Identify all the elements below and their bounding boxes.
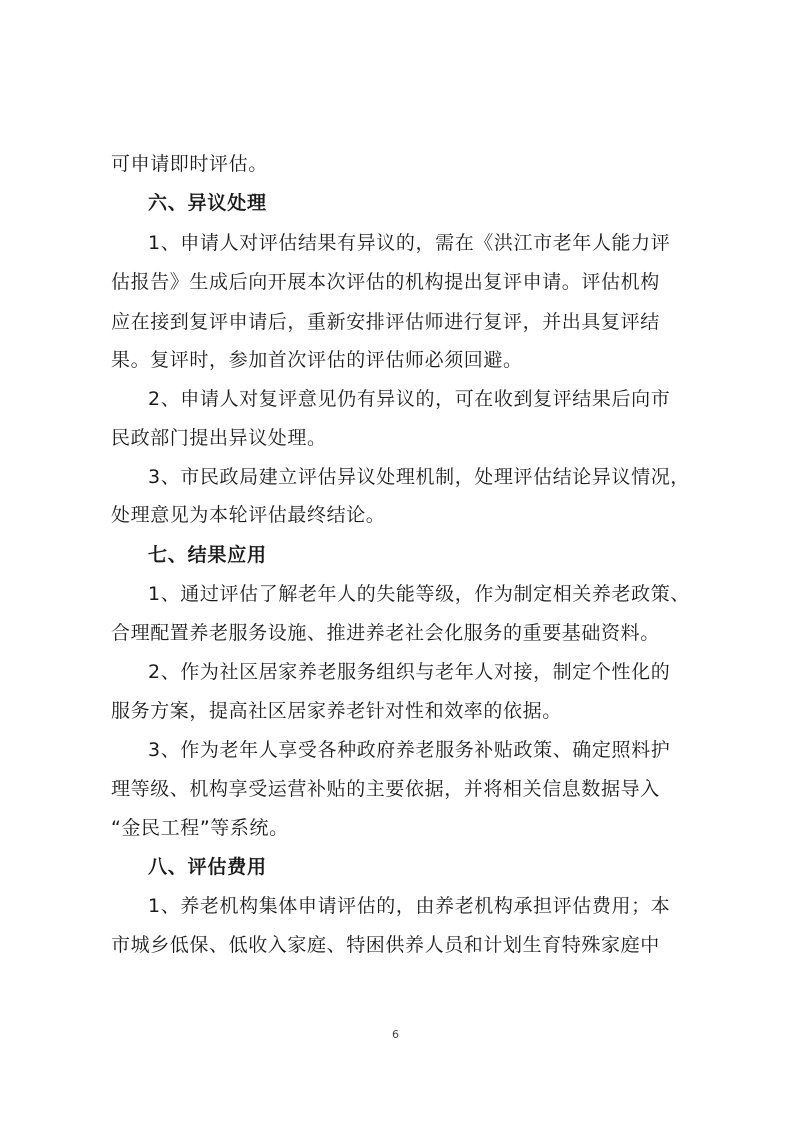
paragraph-line: 可申请即时评估。 bbox=[111, 153, 268, 175]
paragraph-line: 应在接到复评申请后，重新安排评估师进行复评，并出具复评结 bbox=[111, 311, 660, 333]
paragraph-line: 1、养老机构集体申请评估的，由养老机构承担评估费用；本 bbox=[148, 895, 671, 917]
paragraph-line: 1、通过评估了解老年人的失能等级，作为制定相关养老政策、 bbox=[148, 583, 690, 605]
page-number: 6 bbox=[392, 1028, 399, 1041]
paragraph-line: 合理配置养老服务设施、推进养老社会化服务的重要基础资料。 bbox=[111, 622, 660, 644]
section-heading-results: 七、结果应用 bbox=[148, 544, 267, 566]
paragraph-line: 2、申请人对复评意见仍有异议的，可在收到复评结果后向市 bbox=[148, 388, 671, 410]
paragraph-line: 3、市民政局建立评估异议处理机制，处理评估结论异议情况， bbox=[148, 466, 690, 488]
paragraph-line: 民政部门提出异议处理。 bbox=[111, 427, 327, 449]
paragraph-line: 服务方案，提高社区居家养老针对性和效率的依据。 bbox=[111, 700, 562, 722]
paragraph-line: “金民工程”等系统。 bbox=[111, 817, 289, 839]
paragraph-line: 估报告》生成后向开展本次评估的机构提出复评申请。评估机构 bbox=[111, 271, 660, 293]
paragraph-line: 市城乡低保、低收入家庭、特困供养人员和计划生育特殊家庭中 bbox=[111, 934, 660, 956]
paragraph-line: 1、申请人对评估结果有异议的，需在《洪江市老年人能力评 bbox=[148, 232, 671, 254]
section-heading-fees: 八、评估费用 bbox=[148, 856, 267, 878]
paragraph-line: 3、作为老年人享受各种政府养老服务补贴政策、确定照料护 bbox=[148, 739, 671, 761]
paragraph-line: 理等级、机构享受运营补贴的主要依据，并将相关信息数据导入 bbox=[111, 778, 660, 800]
paragraph-line: 果。复评时，参加首次评估的评估师必须回避。 bbox=[111, 349, 523, 371]
paragraph-line: 2、作为社区居家养老服务组织与老年人对接，制定个性化的 bbox=[148, 661, 671, 683]
paragraph-line: 处理意见为本轮评估最终结论。 bbox=[111, 504, 386, 526]
section-heading-objection: 六、异议处理 bbox=[148, 192, 267, 214]
